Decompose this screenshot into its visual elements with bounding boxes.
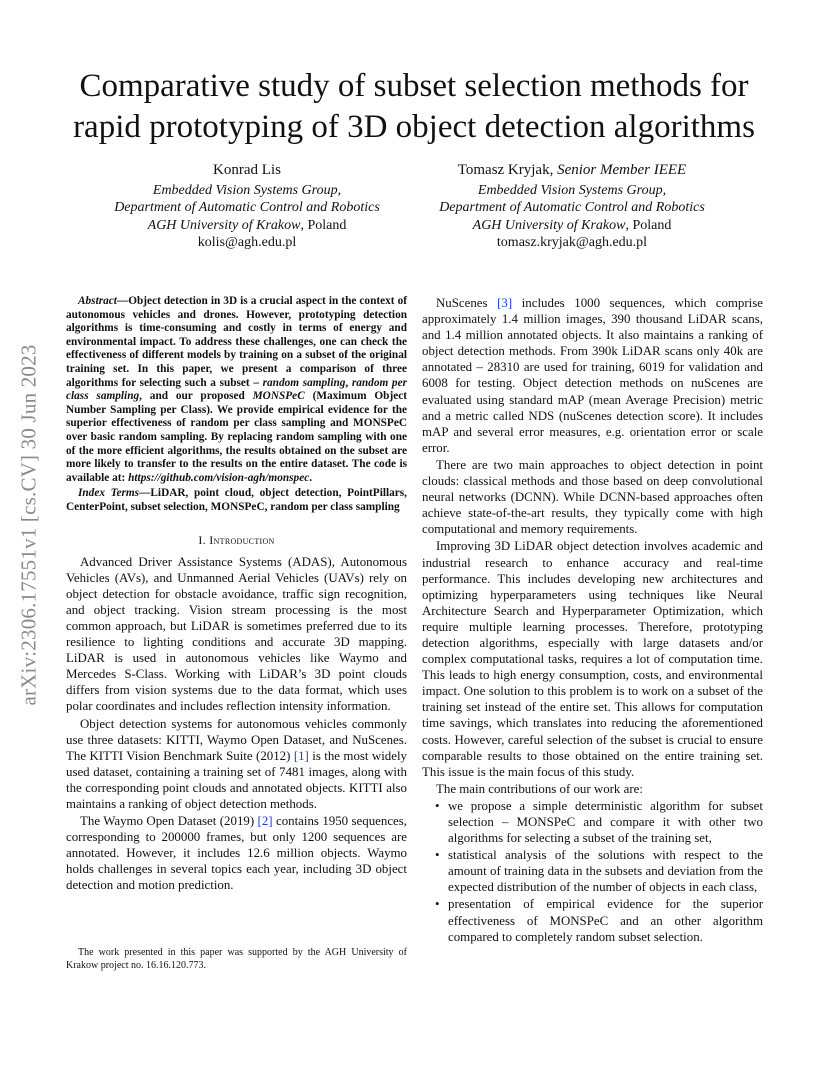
paragraph-text: contains 1950 sequences, corresponding to 200000 frames, but only 1200 sequences are annotated. However, it includes 12.6 million objects. Waymo holds challenges in several topics each year, including 3D object detection and motion prediction.: [66, 814, 408, 893]
paragraph: Advanced Driver Assistance Systems (ADAS), Autonomous Vehicles (AVs), and Unmanned Aerial Vehicles (UAVs) rely on object detection for obstacle avoidance, traffic sign recognition, and object tracking. Vision stream processing is the most common approach, but LiDAR is sometimes preferred due to its resilience to lighting conditions and accurate 3D mapping. LiDAR is used in autonomous vehicles like Waymo and Mercedes S-Class. Working with LiDAR’s 3D point clouds differs from vision systems due to the data format, which uses polar coordinates and includes reflection intensity information.: [66, 554, 407, 714]
paragraph: [422, 295, 763, 456]
arxiv-stamp: [6, 290, 52, 760]
footnote-text: The work presented in this paper was supported by the AGH University of Krakow project no. 16.16.120.773.: [66, 947, 407, 971]
footnote: [66, 947, 407, 972]
author-name: Konrad Lis: [213, 162, 281, 178]
index-terms-text: —LiDAR, point cloud, object detection, PointPillars, CenterPoint, subset selection, MONSPeC, random per class sampling: [66, 487, 407, 513]
paper-title: Comparative study of subset selection methods for rapid prototyping of 3D object detection algorithms: [73, 68, 755, 145]
abstract-text: (Maximum Object Number Sampling per Class). We provide empirical evidence for the superior effectiveness of random per class sampling and MONSPeC over basic random sampling. By replacing random sampling with one of the more efficient algorithms, the results obtained on the subset are more likely to transfer to the results on the entire dataset. The code is available at:: [66, 390, 407, 484]
contributions-list: [422, 798, 763, 945]
list-item-text: statistical analysis of the solutions with respect to the amount of training data in the subsets and deviation from the expected distribution of the number of objects in each class,: [448, 848, 763, 895]
author-block-2: [422, 162, 722, 252]
affiliation-line: Department of Automatic Control and Robotics: [439, 200, 705, 215]
bullet-icon: •: [435, 897, 440, 912]
author-email: tomasz.kryjak@agh.edu.pl: [496, 235, 648, 250]
arxiv-id: arXiv:2306.17551v1 [cs.CV] 30 Jun 2023: [16, 344, 41, 706]
list-item: [422, 798, 763, 846]
author-block-1: [97, 162, 397, 252]
list-item: [422, 847, 763, 895]
index-terms: [66, 487, 407, 514]
abstract-lead: Abstract: [78, 295, 117, 307]
citation-link[interactable]: [1]: [293, 748, 309, 763]
list-item: [422, 896, 763, 944]
bullet-icon: •: [435, 848, 440, 863]
paragraph: [66, 813, 407, 893]
paragraph-text: is the most widely used dataset, containing a training set of 7481 images, along with the corresponding point clouds and annotated objects. KITTI also maintains a ranking of object detection methods.: [66, 748, 407, 811]
university: AGH University of Krakow: [147, 217, 301, 233]
abstract-text: —Object detection in 3D is a crucial aspect in the context of autonomous vehicles and drones. However, prototyping detection algorithms is time-consuming and costly in terms of energy and environmental impact. To address these challenges, one can check the effectiveness of different models by training on a subset of the original training set. In this paper, we present a comparison of three algorithms for selecting such a subset –: [66, 295, 407, 389]
university-line: [97, 217, 397, 235]
paragraph-text: The Waymo Open Dataset (2019): [80, 814, 258, 829]
country: , Poland: [625, 217, 672, 233]
paragraph: The main contributions of our work are:: [436, 781, 643, 796]
paragraph-text: includes 1000 sequences, which comprise approximately 1.4 million images, 390 thousand LiDAR scans, and 1.4 million annotated objects. It also maintains a ranking of object detection methods. From 390k LiDAR scans only 40k are annotated – 28310 are used for training, 6019 for validation and 6008 for testing. Object detection methods on nuScenes are evaluated using standard mAP (mean Average Precision) metric and a metric called NDS (nuScenes detection score). It includes mAP and several error measures, e.g. orientation error or scale error.: [422, 296, 763, 455]
affiliation-line: Embedded Vision Systems Group,: [152, 182, 342, 198]
university-line: [422, 217, 722, 235]
bullet-icon: •: [435, 798, 440, 813]
author-name-line: [422, 162, 722, 180]
abstract-end: .: [309, 471, 313, 484]
right-column: [422, 295, 763, 946]
paragraph-text: Object detection systems for autonomous vehicles commonly use three datasets: KITTI, Waymo Open Dataset, and NuScenes. The KITTI Vision Benchmark Suite (2012): [66, 716, 407, 763]
left-column: [66, 295, 407, 895]
code-url[interactable]: https://github.com/vision-agh/monspec: [128, 471, 310, 484]
abstract-separator: , and our proposed: [139, 390, 253, 403]
index-terms-lead: Index Terms: [78, 487, 140, 500]
abstract-emphasis: random sampling: [262, 376, 346, 389]
abstract-emphasis: random per class sampling: [66, 376, 407, 403]
citation-link[interactable]: [3]: [497, 296, 513, 310]
country: , Poland: [300, 217, 347, 233]
section-heading: [66, 532, 407, 548]
affiliation-line: Embedded Vision Systems Group,: [477, 182, 667, 198]
abstract-separator: ,: [345, 376, 352, 389]
paragraph: [66, 716, 407, 813]
paragraph-text: NuScenes: [436, 296, 498, 310]
abstract: [66, 295, 407, 485]
affiliation-line: Department of Automatic Control and Robotics: [114, 200, 380, 215]
author-email: kolis@agh.edu.pl: [197, 235, 297, 250]
author-title: Senior Member IEEE: [557, 162, 687, 178]
paragraph: Improving 3D LiDAR object detection involves academic and industrial research to enhance accuracy and real-time performance. This includes developing new architectures and optimizing hyperparameters using techniques like Neural Architecture Search and Hyperparameter Optimization, which require multiple learning processes. Therefore, prototyping detection algorithms, especially with large datasets and/or complex computational tasks, requires a lot of computation time. This leads to high energy consumption, costs, and environmental impact. One solution to this problem is to work on a subset of the training set instead of the entire set. This allows for computation time savings, which translates into reducing the aforementioned costs. However, careful selection of the subset is crucial to ensure comparable results to those obtained on the entire training set. This issue is the main focus of this study.: [422, 539, 763, 779]
list-item-text: we propose a simple deterministic algorithm for subset selection – MONSPeC and compare it with other two algorithms for selecting a subset of the training set,: [448, 798, 763, 846]
section-title: I. Introduction: [198, 532, 275, 547]
paragraph: There are two main approaches to object detection in point clouds: classical methods and those based on deep convolutional neural networks (DCNN). While DCNN-based approaches often achieve state-of-the-art results, they typically come with high computational and memory requirements.: [422, 457, 763, 537]
author-name: Tomasz Kryjak,: [457, 162, 558, 178]
list-item-text: presentation of empirical evidence for the superior effectiveness of MONSPeC and an other algorithm compared to completely random subset selection.: [448, 897, 763, 944]
citation-link[interactable]: [2]: [257, 814, 273, 829]
university: AGH University of Krakow: [472, 217, 626, 233]
abstract-emphasis: MONSPeC: [252, 390, 305, 403]
